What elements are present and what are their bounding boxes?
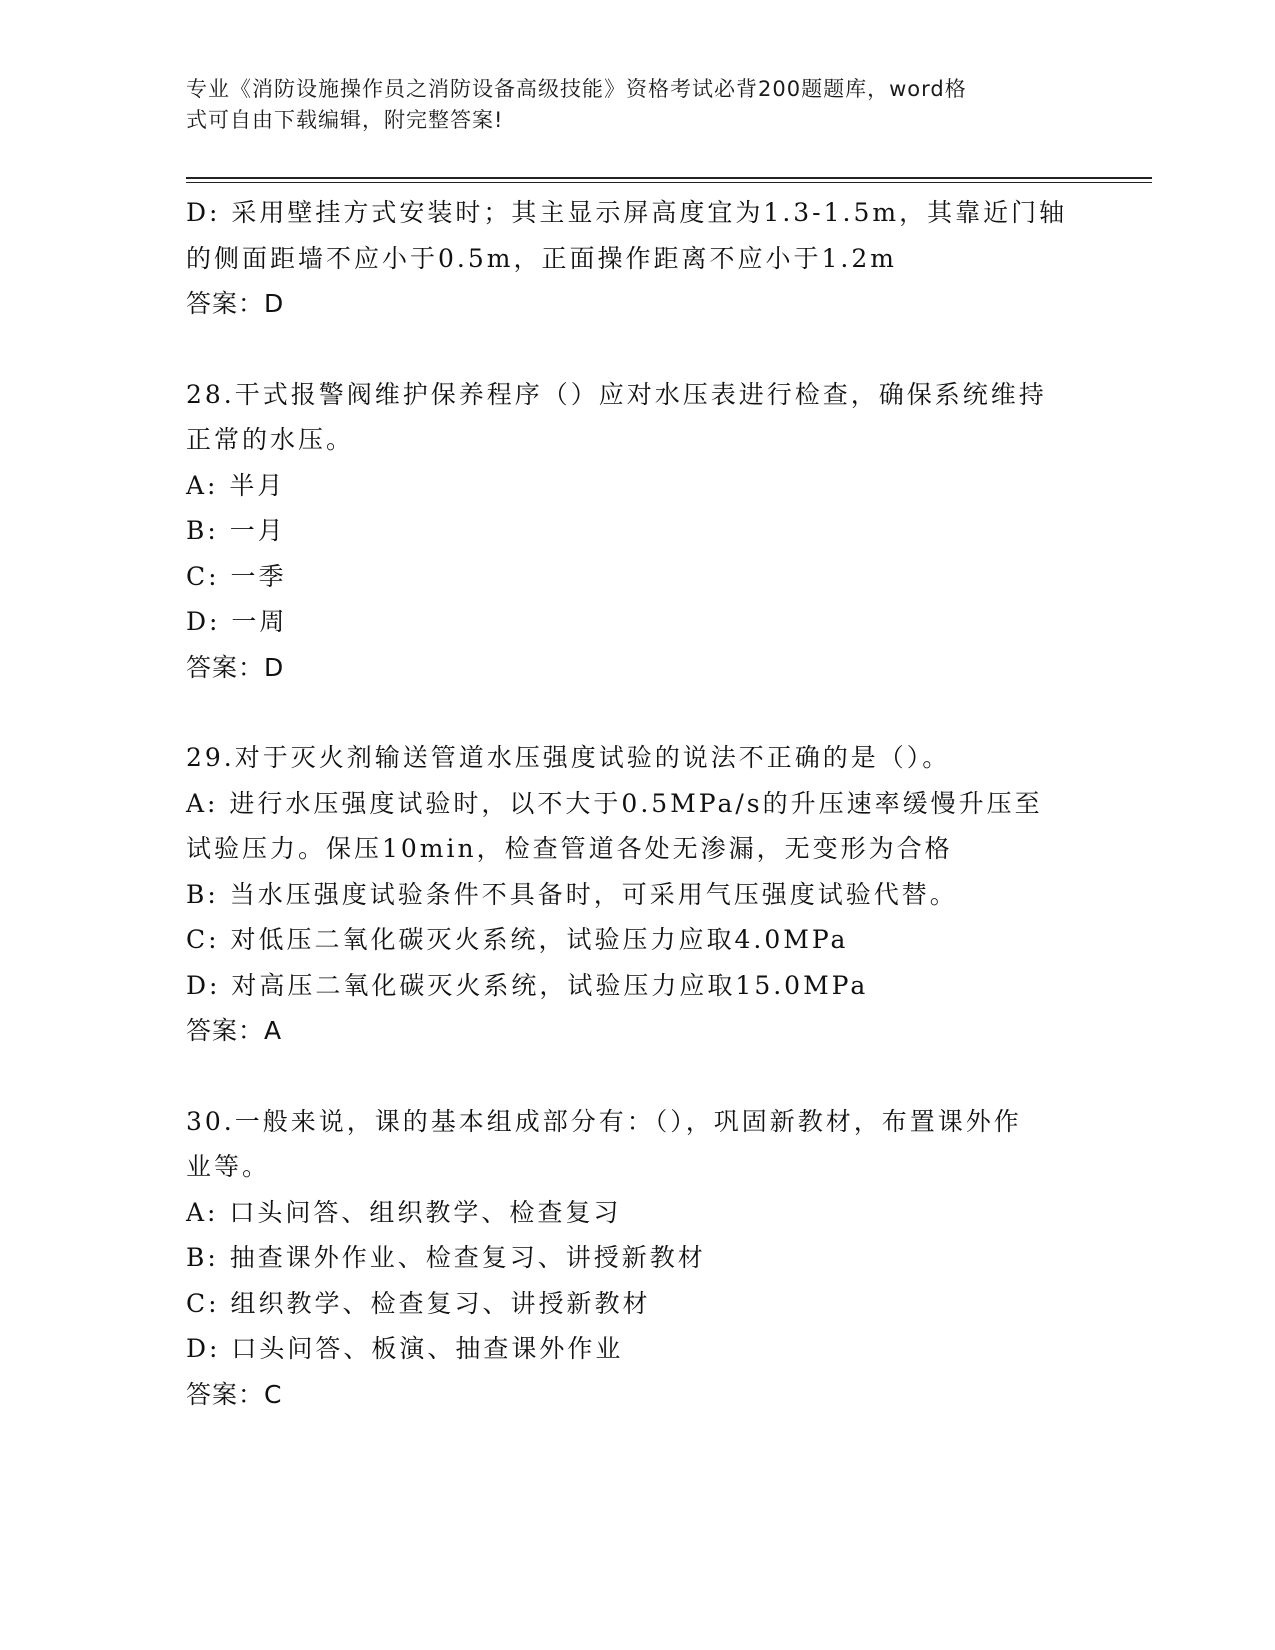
answer: 答案：C (186, 1379, 283, 1409)
option-a-line-1: A: 进行水压强度试验时，以不大于0.5MPa/s的升压速率缓慢升压至 (186, 788, 1043, 818)
option-d-line-2: 的侧面距墙不应小于0.5m，正面操作距离不应小于1.2m (186, 243, 897, 273)
header-rule-thick (186, 177, 1152, 179)
option-c: C: 对低压二氧化碳灭火系统，试验压力应取4.0MPa (186, 925, 849, 954)
option-b: B: 抽查课外作业、检查复习、讲授新教材 (186, 1243, 706, 1272)
answer: 答案：A (186, 1016, 283, 1045)
answer: 答案：D (186, 289, 285, 318)
header-line-1: 专业《消防设施操作员之消防设备高级技能》资格考试必背200题题库，word格 (186, 77, 967, 101)
question-30 (186, 1099, 1086, 1418)
option-d-line-1: D: 采用壁挂方式安装时；其主显示屏高度宜为1.3-1.5m，其靠近门轴 (186, 198, 1068, 227)
header-rule-thin (186, 182, 1152, 183)
option-a: A: 半月 (186, 470, 286, 500)
document-header (186, 74, 1066, 136)
option-d: D: 对高压二氧化碳灭火系统，试验压力应取15.0MPa (186, 970, 869, 1000)
question-stem-line-2: 正常的水压。 (186, 425, 355, 454)
option-a: A: 口头问答、组织教学、检查复习 (186, 1197, 622, 1227)
question-stem: 29.对于灭火剂输送管道水压强度试验的说法不正确的是（）。 (186, 743, 951, 772)
question-29 (186, 735, 1086, 1054)
answer: 答案：D (186, 652, 285, 682)
option-d: D: 一周 (186, 607, 288, 636)
option-a-line-2: 试验压力。保压10min，检查管道各处无渗漏，无变形为合格 (186, 834, 953, 863)
spacer (186, 1054, 1086, 1099)
option-b: B: 一月 (186, 516, 286, 545)
question-27-tail (186, 190, 1086, 327)
question-stem-line-1: 30.一般来说，课的基本组成部分有：（），巩固新教材，布置课外作 (186, 1106, 1022, 1136)
header-line-2: 式可自由下载编辑，附完整答案! (186, 108, 504, 132)
question-stem-line-2: 业等。 (186, 1152, 271, 1181)
option-c: C: 一季 (186, 561, 287, 591)
question-28 (186, 372, 1086, 691)
option-d: D: 口头问答、板演、抽查课外作业 (186, 1334, 624, 1363)
spacer (186, 327, 1086, 372)
question-stem-line-1: 28.干式报警阀维护保养程序（）应对水压表进行检查，确保系统维持 (186, 379, 1047, 409)
option-b: B: 当水压强度试验条件不具备时，可采用气压强度试验代替。 (186, 879, 958, 909)
option-c: C: 组织教学、检查复习、讲授新教材 (186, 1288, 651, 1318)
question-list (186, 190, 1086, 1417)
spacer (186, 690, 1086, 735)
